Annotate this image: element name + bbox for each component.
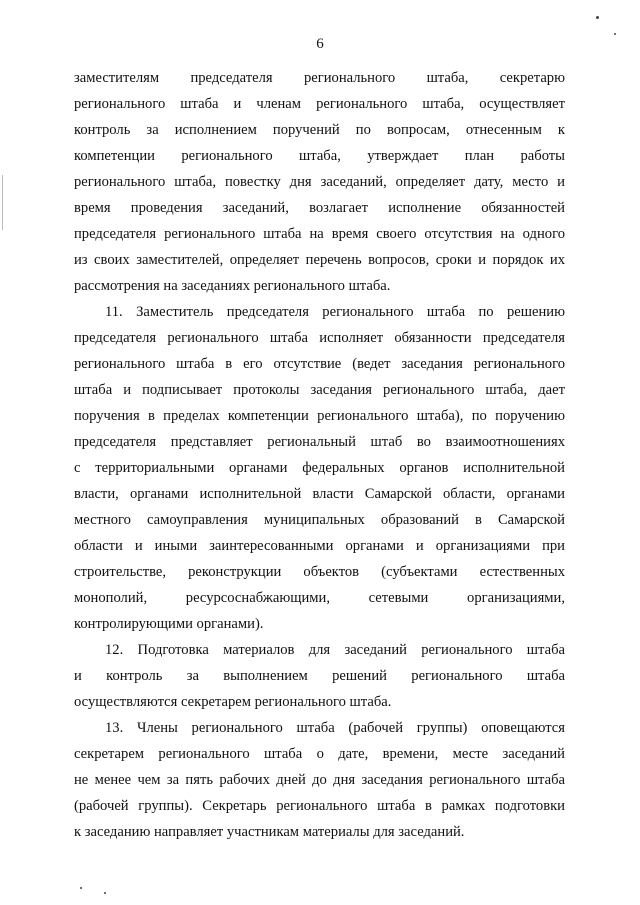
- text-line: местного самоуправления муниципальных образований в Самарской: [74, 512, 565, 528]
- text-line: секретарем регионального штаба о дате, времени, месте заседаний: [74, 746, 565, 762]
- text-line: председателя регионального штаба на время своего отсутствия на одного: [74, 226, 565, 242]
- text-line: строительстве, реконструкции объектов (субъектами естественных: [74, 564, 565, 580]
- text-line: председателя регионального штаба исполняет обязанности председателя: [74, 330, 565, 346]
- text-line: к заседанию направляет участникам материалы для заседаний.: [74, 824, 465, 840]
- scan-speck: [596, 16, 599, 19]
- text-line: из своих заместителей, определяет перечень вопросов, сроки и порядок их: [74, 252, 565, 268]
- paragraph-13-start: 13. Члены регионального штаба (рабочей группы) оповещаются: [105, 720, 565, 736]
- text-line: регионального штаба, повестку дня заседаний, определяет дату, место и: [74, 174, 565, 190]
- text-line: и контроль за выполнением решений регионального штаба: [74, 668, 565, 684]
- scan-speck: [614, 33, 616, 35]
- page-number: 6: [316, 36, 324, 52]
- text-line: компетенции регионального штаба, утверждает план работы: [74, 148, 565, 164]
- text-line: председателя представляет региональный штаб во взаимоотношениях: [74, 434, 565, 450]
- text-line: с территориальными органами федеральных органов исполнительной: [74, 460, 565, 476]
- paragraph-12-start: 12. Подготовка материалов для заседаний регионального штаба: [105, 642, 565, 658]
- paragraph-11-start: 11. Заместитель председателя регионального штаба по решению: [105, 304, 565, 320]
- scan-speck: [104, 892, 106, 894]
- text-line: контролирующими органами).: [74, 616, 264, 632]
- text-line: контроль за исполнением поручений по вопросам, отнесенным к: [74, 122, 565, 138]
- text-line: поручения в пределах компетенции регионального штаба), по поручению: [74, 408, 565, 424]
- text-line: власти, органами исполнительной власти Самарской области, органами: [74, 486, 565, 502]
- text-line: области и иными заинтересованными органами и организациями при: [74, 538, 565, 554]
- text-line: (рабочей группы). Секретарь регионального штаба в рамках подготовки: [74, 798, 565, 814]
- text-line: рассмотрения на заседаниях регионального штаба.: [74, 278, 391, 294]
- scan-speck: [80, 887, 82, 889]
- text-line: монополий, ресурсоснабжающими, сетевыми организациями,: [74, 590, 565, 606]
- text-line: штаба и подписывает протоколы заседания регионального штаба, дает: [74, 382, 565, 398]
- text-line: не менее чем за пять рабочих дней до дня заседания регионального штаба: [74, 772, 565, 788]
- scan-edge-mark: [2, 175, 3, 230]
- text-line: регионального штаба и членам регионального штаба, осуществляет: [74, 96, 565, 112]
- text-line: осуществляются секретарем регионального штаба.: [74, 694, 392, 710]
- text-line: заместителям председателя регионального штаба, секретарю: [74, 70, 565, 86]
- text-line: регионального штаба в его отсутствие (ведет заседания регионального: [74, 356, 565, 372]
- text-line: время проведения заседаний, возлагает исполнение обязанностей: [74, 200, 565, 216]
